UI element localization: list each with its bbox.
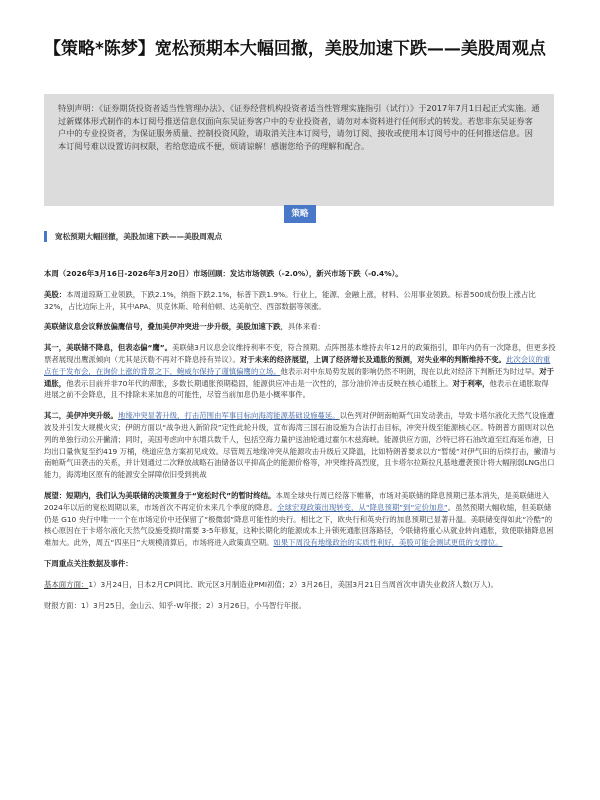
- point-one-text-1: 美联储3月议息会议维持利率不变，符合预期。点阵图基本维持去年12月的政策指引，即年内仍有一次降息，但更多投票者展现出鹰派倾向（尤其是沃勒不再对不降息持有异议）。: [44, 343, 556, 364]
- point-one-underline: 此次会议的重点在于发布会，在询价上涨的背景之下，鲍威尔保持了谨慎偏鹰的立场。: [44, 354, 551, 376]
- point-one-inflation-label: 对于通胀，: [44, 366, 554, 388]
- point-one-heading: 其一，美联储不降息，但表态偏“鹰”。: [44, 343, 172, 353]
- paragraph-fed-summary: [44, 321, 556, 333]
- category-tag: 策略: [284, 205, 316, 223]
- section-subtitle: 宽松预期大幅回撤，美股加速下跌——美股周观点: [44, 231, 554, 242]
- outlook-underline-2: 如果下周没有地缘政治的实质性利好，美股可能会测试更低的支撑位。: [273, 538, 503, 548]
- fundamentals-text: 1）3月24日，日本2月CPI同比、欧元区3月制造业PMI初值；2）3月26日，美国3月21日当周首次申请失业救济人数(万人)。: [88, 579, 498, 589]
- article-title: 【策略*陈梦】宽松预期本大幅回撤，美股加速下跌——美股周观点: [44, 39, 546, 59]
- us-stocks-text: 本周道琼斯工业领跌，下跌2.1%，纳指下跌2.1%，标普下跌1.9%。行业上，能源、金融上涨，材料、公用事业领跌。标普500成份股上涨占比32%，占比边际上升，其中APA、贝克休斯、哈利伯顿、达美航空、西部数据等领涨。: [44, 289, 536, 311]
- outlook-underline-1: 全球宏观政策出现转变，从“降息预期”到“定价加息”: [277, 502, 448, 512]
- paragraph-point-two: [44, 410, 556, 481]
- market-review-text: 本周（2026年3月16日-2026年3月20日）市场回顾：发达市场领跌（-2.0%），新兴市场下跌（-0.4%）。: [44, 269, 403, 278]
- paragraph-earnings: [44, 600, 556, 612]
- point-two-heading: 其二，美伊冲突升级。: [44, 411, 118, 421]
- paragraph-point-one: [44, 342, 556, 401]
- paragraph-outlook: [44, 490, 556, 549]
- paragraph-us-stocks: [44, 289, 556, 313]
- point-one-rate-label: 对于利率，: [452, 378, 490, 388]
- point-one-text-4: 他表示在通胀取得进展之前不会降息，且不排除未来加息的可能性，尽管当前加息仍是小概率事件。: [44, 378, 549, 400]
- point-one-outlook: 对于未来的经济展望，上调了经济增长及通胀的预测，对失业率的判断维持不变。: [239, 354, 506, 364]
- fed-summary-text: ，具体来看：: [280, 322, 325, 332]
- article-body: [44, 268, 556, 620]
- point-two-underline: 地缘冲突显著升级，打击范围由军事目标向海湾能源基础设施蔓延。: [117, 411, 340, 421]
- outlook-text-2: 。虽然预期大幅收缩，但美联储仍是 G10 央行中唯一一个在市场定价中还保留了“极微弱”降息可能性的央行。相比之下，欧央行和英央行的加息预期已显著升温。美联储变得如此“冷酷”的核心原因在于卡塔尔液化天然气设施受损时需要 3-5年修复，这种长期化的能源成本上升锁死通胀回落路径，令联储将重心从就业转向通胀，致使联储降息困难加大。此外，周五“四巫日”大规模清算后，市场将进入政策真空期。: [44, 502, 554, 548]
- us-stocks-label: 美股：: [44, 289, 67, 299]
- outlook-text-1: 本周全球央行周已经落下帷幕，市场对美联储的降息预期已基本消失，是美联储进入2024年以后的宽松周期以来，市场首次不再定价未来几个季度的降息。: [44, 490, 549, 512]
- next-week-heading: 下周重点关注数据及事件：: [44, 558, 133, 568]
- paragraph-fundamentals: [44, 579, 556, 591]
- disclaimer-box: 特别声明：《证券期货投资者适当性管理办法》、《证券经营机构投资者适当性管理实施指引（试行）》于2017年7月1日起正式实施。通过新媒体形式制作的本订阅号推送信息仅面向东吴证券客户中的专业投资者，请勿对本资料进行任何形式的转发。若您非东吴证券客户中的专业投资者，为保证服务质量、控制投资风险，请取消关注本订阅号，请勿订阅、接收或使用本订阅号中的任何推送信息。因本订阅号难以设置访问权限，若给您造成不便，烦请谅解！感谢您给予的理解和配合。: [44, 94, 554, 206]
- earnings-text: 财报方面：1）3月25日，金山云、知乎-W年报；2）3月26日，小马智行年报。: [44, 600, 306, 610]
- point-two-text: 以色列对伊朗南帕斯气田发动袭击，导致卡塔尔液化天然气设施遭波及并引发大规模火灾；伊朗方面以“战争进入新阶段”定性此轮升级，宣布海湾三国石油设施为合法打击目标，冲突升级至能源核心区。特朗普方面则对以色列的单独行动公开撇清；同时，美国考虑向中东增兵数千人，包括空海力量护送油轮通过霍尔木兹海峡。能源供应方面，沙特已将石油改道至红海延布港，日均出口量恢复至约419 万桶，绕道应急方案初见成效。尽管周五地缘冲突从能源攻击升级后又降温，比如特朗普要求以方“暂缓”对伊气田的后续打击，撇清与南帕斯气田袭击的关系，并计划通过二次释放战略石油储备以平抑高企的能源价格等，冲突维持高烈度，且卡塔尔拉斯拉凡基地遭袭预计将大幅削弱LNG出口能力，海湾地区原有的能源安全屏障依旧受到挑战: [44, 411, 556, 480]
- fundamentals-label: 基本面方面：: [44, 579, 89, 589]
- outlook-heading: 展望：短期内，我们认为美联储的决策置身于“宽松时代”的暂时终结。: [44, 490, 276, 500]
- point-one-text-3: 他表示目前并非70年代的滞胀，多数长期通胀预期稳固，能源供应冲击是一次性的，部分油价冲击反映在核心通胀上。: [66, 378, 453, 388]
- fed-summary-bold: 美联储议息会议释放偏鹰信号，叠加美伊冲突进一步升级，美股加速下跌: [44, 322, 281, 332]
- paragraph-next-week-heading: [44, 558, 556, 570]
- paragraph-market-review: [44, 268, 556, 280]
- point-one-text-2: 他表示对中东局势发展的影响仍然不明朗，现在以此对经济下判断还为时过早。: [280, 366, 540, 376]
